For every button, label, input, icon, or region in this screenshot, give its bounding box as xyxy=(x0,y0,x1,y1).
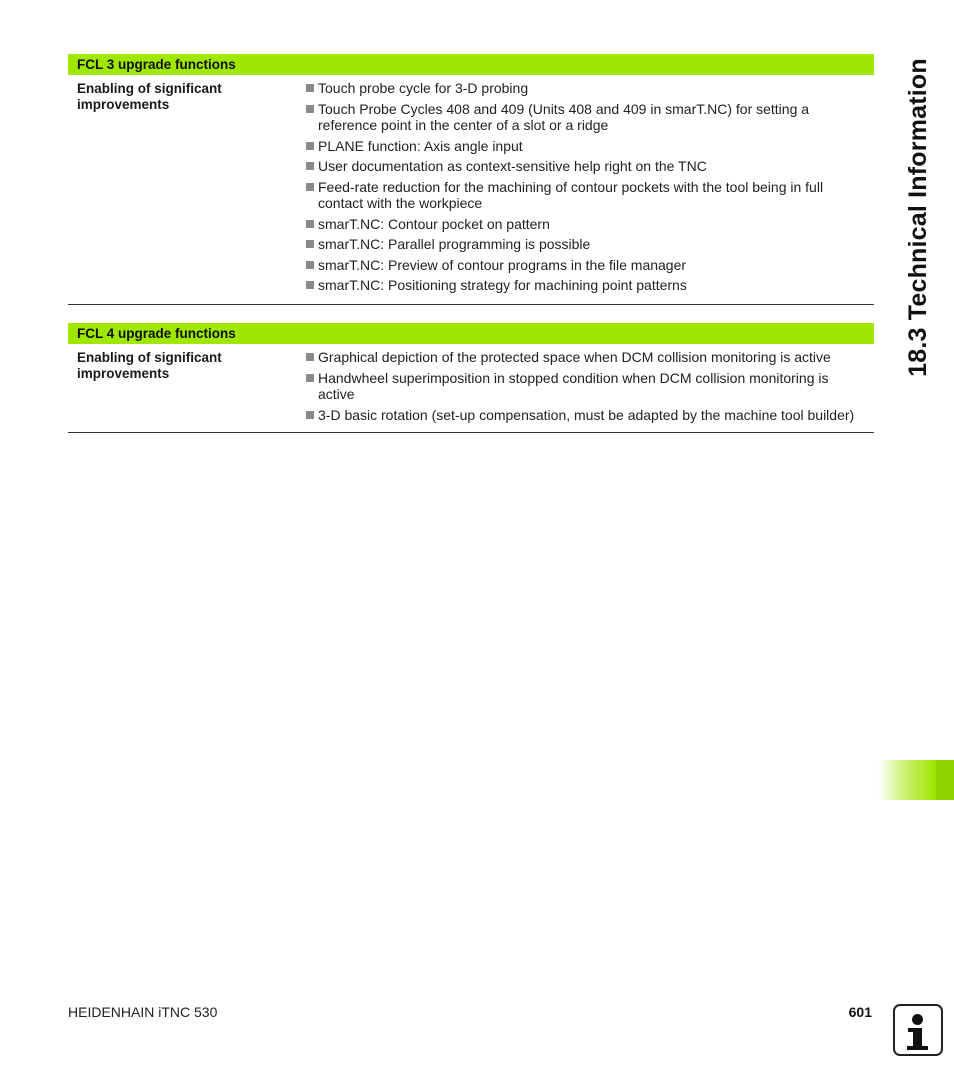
list-item-text: Feed-rate reduction for the machining of contour pockets with the tool being in full contact with the workpiece xyxy=(318,178,824,211)
page-number: 601 xyxy=(848,1004,872,1020)
fcl4-feature-list xyxy=(305,344,874,432)
list-item xyxy=(305,216,874,233)
list-item-text: Graphical depiction of the protected space when DCM collision monitoring is active xyxy=(318,349,831,365)
fcl3-feature-list xyxy=(305,75,874,304)
list-item-text: User documentation as context-sensitive help right on the TNC xyxy=(318,158,707,174)
list-item xyxy=(305,158,874,175)
info-icon xyxy=(893,1004,943,1056)
bullet-square-icon xyxy=(306,105,314,113)
bullet-square-icon xyxy=(306,353,314,361)
list-item-text: smarT.NC: Contour pocket on pattern xyxy=(318,215,550,232)
list-item-text: smarT.NC: Preview of contour programs in the file manager xyxy=(318,256,687,273)
list-item xyxy=(305,407,874,424)
list-item xyxy=(305,349,874,366)
footer-product-name: HEIDENHAIN iTNC 530 xyxy=(68,1004,218,1020)
list-item-text: smarT.NC: Parallel programming is possible xyxy=(318,236,591,252)
fcl3-table xyxy=(68,54,874,305)
list-item xyxy=(305,138,874,155)
bullet-square-icon xyxy=(306,374,314,382)
list-item-text: smarT.NC: Positioning strategy for machining point patterns xyxy=(318,277,687,293)
fcl3-table-row xyxy=(68,75,874,305)
chapter-tab xyxy=(878,760,954,800)
bullet-square-icon xyxy=(306,84,314,92)
list-item xyxy=(305,80,874,97)
list-item-text: Touch Probe Cycles 408 and 409 (Units 408 and 409 in smarT.NC) for setting a reference point in the center of a slot or a ridge xyxy=(318,100,810,133)
section-side-title xyxy=(893,52,943,382)
list-item xyxy=(305,257,874,274)
fcl4-table-header: FCL 4 upgrade functions xyxy=(68,323,874,344)
list-item xyxy=(305,236,874,253)
chapter-tab-marker xyxy=(936,760,954,800)
list-item-text: 3-D basic rotation (set-up compensation, must be adapted by the machine tool builder) xyxy=(318,406,855,423)
list-item xyxy=(305,277,874,294)
fcl4-table-row xyxy=(68,344,874,433)
fcl3-row-label: Enabling of significant improvements xyxy=(77,81,222,112)
list-item-text: PLANE function: Axis angle input xyxy=(318,137,523,154)
fcl3-table-header: FCL 3 upgrade functions xyxy=(68,54,874,75)
bullet-square-icon xyxy=(306,411,314,419)
list-item xyxy=(305,370,874,403)
bullet-square-icon xyxy=(306,142,314,150)
bullet-square-icon xyxy=(306,240,314,248)
bullet-square-icon xyxy=(306,183,314,191)
list-item xyxy=(305,179,874,212)
bullet-square-icon xyxy=(306,162,314,170)
bullet-square-icon xyxy=(306,261,314,269)
fcl4-row-label: Enabling of significant improvements xyxy=(77,350,222,381)
fcl4-table xyxy=(68,323,874,433)
section-title-text: 18.3 Technical Information xyxy=(903,57,932,377)
list-item xyxy=(305,101,874,134)
list-item-text: Touch probe cycle for 3-D probing xyxy=(318,80,529,96)
list-item-text: Handwheel superimposition in stopped condition when DCM collision monitoring is active xyxy=(318,369,829,402)
bullet-square-icon xyxy=(306,281,314,289)
bullet-square-icon xyxy=(306,220,314,228)
